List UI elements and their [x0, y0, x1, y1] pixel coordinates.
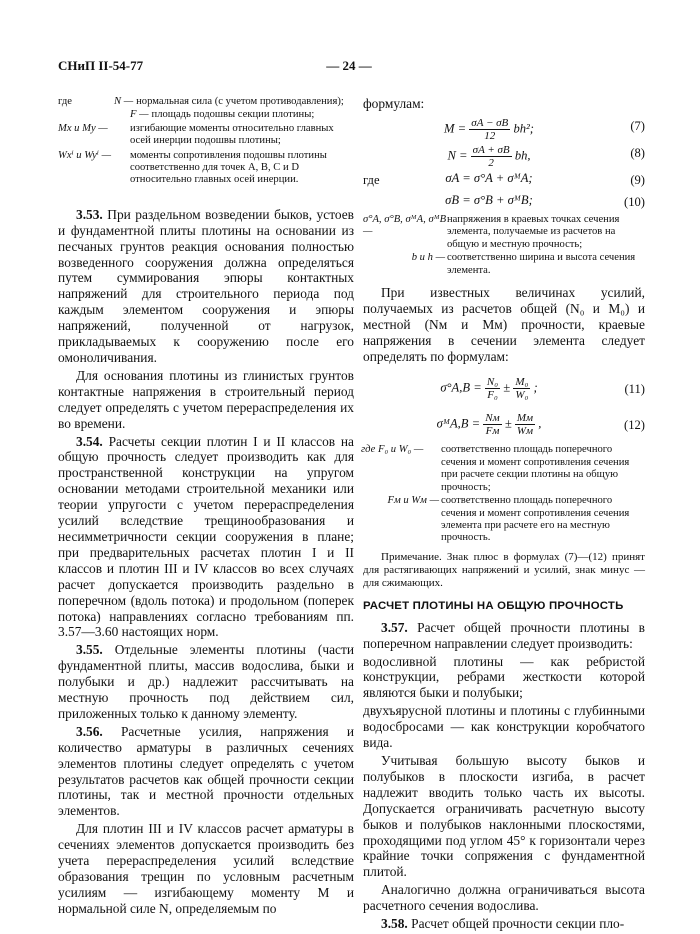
- paragraph: [363, 882, 645, 914]
- definition-symbol: Wxⁱ и Wyⁱ —: [58, 149, 112, 161]
- definition-item: [363, 214, 645, 251]
- paragraph-text: При раздельном возведении быков, устоев и фундаментной плиты плотины на основании из песчаных грунтов реакция основания полностью возведенного сооружения должна определяться путем суммирования эпюры контактных напряжений для строительного периода под каждым элементом сооружения и эпюры напряжений, полученной от нагрузок, прикладываемых к сооружению после его омоноличивания.: [58, 206, 354, 365]
- denominator: Wм: [516, 425, 534, 438]
- definition-symbol: Mx и My —: [58, 122, 108, 134]
- paragraph-number: 3.57.: [381, 619, 408, 635]
- paragraph: [58, 642, 354, 722]
- paragraph-text: Расчетные усилия, напряжения и количество арматуры в различных сечениях элементов плотины следует определять с учетом результатов расчетов как общей прочности секции плотины, так и местной прочности отдельных элементов.: [58, 723, 354, 819]
- paragraph: [363, 703, 645, 751]
- numerator: Mм: [516, 412, 534, 425]
- operator: ±: [504, 416, 512, 431]
- paragraph-text: Отдельные элементы плотины (части фундаментной плиты, массив водослива, быки и полубыки и др.) надлежит рассчитывать на местную прочность под действием сил, приложенных только к данному элементу.: [58, 642, 354, 721]
- definition-symbol: Fм и Wм —: [387, 495, 439, 507]
- numerator: σA − σB: [471, 116, 509, 129]
- right-column: [363, 96, 645, 934]
- page-number: — 24 —: [326, 58, 372, 73]
- paragraph: [58, 207, 354, 366]
- operator: ±: [503, 380, 511, 395]
- definition-symbol: N —: [114, 96, 134, 107]
- paragraph: [58, 724, 354, 819]
- definition-item: [58, 109, 354, 121]
- left-column: [58, 96, 354, 919]
- equation-lhs: σᴹA,B =: [436, 416, 481, 431]
- equation-number: (11): [624, 382, 645, 397]
- equation-rhs: bh²;: [513, 121, 535, 136]
- formulas-intro: формулам:: [363, 96, 425, 111]
- paragraph: При известных величинах усилий, получаемых из расчетов общей (N₀ и M₀) и местной (Nм и Mм) прочности, краевые напряжения в сечении элемента следует определять по формулам:: [363, 284, 645, 364]
- fraction: [515, 412, 535, 437]
- equation-rhs: bh,: [514, 148, 531, 163]
- definition-text: площадь подошвы секции плотины;: [151, 109, 315, 121]
- definition-item: [361, 444, 645, 494]
- equation-end: ,: [538, 416, 542, 431]
- definition-symbol: F —: [130, 109, 149, 121]
- paragraph-number: 3.53.: [76, 206, 103, 222]
- paragraph: [363, 620, 645, 652]
- numerator: M₀: [515, 376, 529, 389]
- definition-text: соответственно площадь поперечного сечения и момент сопротивления сечения при расчете секции плотины на общую прочность;: [441, 444, 630, 493]
- paragraph-text: Для плотин III и IV классов расчет арматуры в сечениях элементов допускается производить без учета перераспределения усилий вследствие образования трещин по условным расчетным усилиям — изгибающему моменту M и нормальной силе N, определяемым по: [58, 821, 354, 916]
- fraction: [471, 144, 512, 169]
- equation-12: [363, 406, 645, 444]
- page-header: [58, 58, 640, 78]
- denominator: F₀: [487, 389, 498, 402]
- denominator: W₀: [515, 389, 529, 402]
- where-label: где: [363, 172, 380, 187]
- paragraph-text: двухъярусной плотины и плотины с глубинными водосбросами — как конструкции коробчатого вида.: [363, 703, 645, 751]
- equation-7: [363, 114, 645, 141]
- paragraph: [58, 368, 354, 432]
- paragraph: [363, 654, 645, 702]
- paragraph: [58, 434, 354, 641]
- definition-symbol: b и h —: [411, 252, 445, 264]
- paragraph-number: 3.56.: [76, 723, 103, 739]
- numerator: Nм: [485, 412, 500, 425]
- paragraph-number: 3.55.: [76, 642, 103, 658]
- definition-text: моменты сопротивления подошвы плотины соответственно для точек A, B, C и D относительно главных осей инерции.: [130, 149, 327, 186]
- definition-symbol: где F₀ и W₀ —: [361, 444, 424, 456]
- fraction: [483, 412, 501, 437]
- definition-item: [58, 150, 354, 187]
- equation-number: (9): [630, 172, 645, 187]
- definition-item: [58, 96, 354, 108]
- fraction: [485, 376, 500, 401]
- definition-text: соответственно площадь поперечного сечения и момент сопротивления сечения элемента при расчете его на местную прочность.: [441, 495, 630, 544]
- section-title: РАСЧЕТ ПЛОТИНЫ НА ОБЩУЮ ПРОЧНОСТЬ: [363, 599, 624, 612]
- definition-text: изгибающие моменты относительно главных осей инерции подошвы плотины;: [130, 122, 334, 147]
- where-label: где: [58, 96, 72, 107]
- definition-text: нормальная сила (с учетом противодавления);: [136, 96, 344, 107]
- definition-list: [361, 444, 645, 544]
- numerator: N₀: [486, 376, 499, 389]
- paragraph: [363, 916, 645, 932]
- paragraph-text: Расчет общей прочности плотины в поперечном направлении следует производить:: [363, 619, 645, 651]
- paragraph: [363, 753, 645, 880]
- fraction: [469, 117, 510, 142]
- equation-11: [363, 370, 645, 406]
- equation-body: σB = σ°B + σᴹB;: [445, 192, 533, 207]
- document-code: СНиП II-54-77: [58, 58, 144, 73]
- paragraph-text: водосливной плотины — как ребристой конструкции, ребрами жесткости которой являются быки и полубыки;: [363, 653, 645, 701]
- note: Примечание. Знак плюс в формулах (7)—(12) принят для растягивающих напряжений и усилий, знак минус — для сжимающих.: [363, 550, 645, 589]
- denominator: Fм: [485, 425, 500, 438]
- equation-lhs: N =: [447, 148, 468, 163]
- equation-body: σA = σ°A + σᴹA;: [445, 170, 533, 185]
- equation-number: (10): [624, 194, 645, 209]
- paragraph-text: Аналогично должна ограничиваться высота расчетного сечения водослива.: [363, 882, 645, 914]
- paragraph-text: Расчеты секции плотин I и II классов на общую прочность следует производить как для пространственной конструкции на упругом основании методами строительной механики или теории упругости с учетом перераспределения усилий вследствие трещинообразования и несимметричности секции сооружения в плане; при предварительных расчетах плотин I и II классов и плотин III и IV классов во всех случаях расчет допускается производить раздельно в поперечном (вдоль потока) и продольном (поперек потока) направлениях согласно требованиям пп. 3.57—3.60 настоящих норм.: [58, 433, 354, 640]
- paragraph-number: 3.54.: [76, 433, 103, 449]
- equation-9: [363, 168, 645, 190]
- numerator: σA + σB: [472, 143, 510, 156]
- equation-number: (7): [630, 118, 645, 133]
- denominator: 2: [488, 156, 494, 169]
- definition-list: [58, 96, 354, 187]
- definition-item: [363, 252, 645, 277]
- definition-text: напряжения в краевых точках сечения элемента, получаемые из расчетов на общую и местную прочность;: [447, 213, 620, 250]
- definition-item: [58, 123, 354, 148]
- definition-item: [361, 495, 645, 545]
- paragraph-number: 3.58.: [381, 916, 408, 932]
- paragraph-text: Расчет общей прочности секции пло-: [411, 916, 625, 932]
- paragraph: [58, 821, 354, 916]
- paragraph-text: Для основания плотины из глинистых грунтов контактные напряжения в строительный период следует определять с учетом перераспределения их во времени.: [58, 367, 354, 431]
- definition-list: [363, 214, 645, 277]
- denominator: 12: [484, 129, 496, 142]
- equation-8: [363, 141, 645, 168]
- paragraph-text: Учитывая большую высоту быков и полубыков в плоскости изгиба, в расчет надлежит вводить только часть их высоты. Допускается ограничивать расчетную высоту быков и полубыков наклонными плоскостями, проходящими под углом 45° к горизонтали через крайние точки сопряжения с фундаментной плитой.: [363, 752, 645, 880]
- fraction: [513, 376, 530, 401]
- equation-number: (12): [624, 418, 645, 433]
- equation-end: ;: [533, 380, 538, 395]
- equation-lhs: σ°A,B =: [440, 380, 482, 395]
- equation-10: [363, 190, 645, 214]
- definition-symbol: σ°A, σ°B, σᴹA, σᴹB —: [363, 213, 447, 238]
- equation-lhs: M =: [443, 121, 467, 136]
- equation-number: (8): [630, 145, 645, 160]
- definition-text: соответственно ширина и высота сечения элемента.: [447, 252, 636, 276]
